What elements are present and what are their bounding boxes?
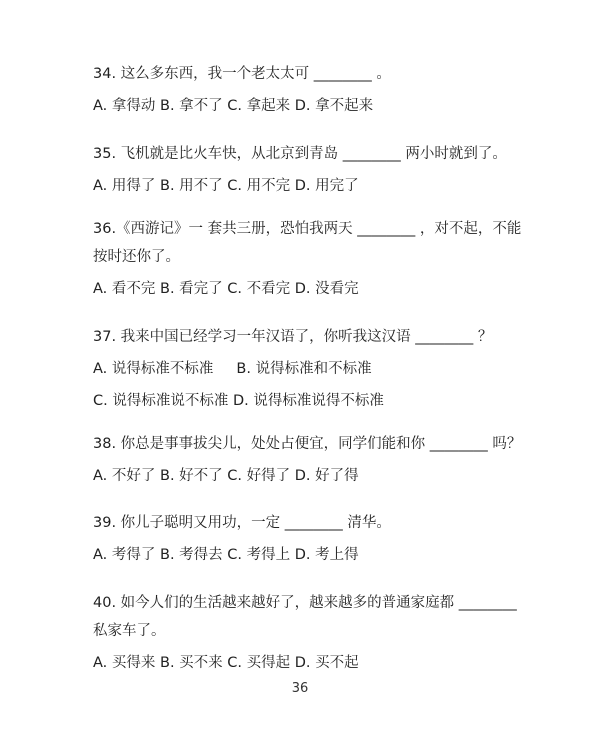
question-stem: 40. 如今人们的生活越来越好了，越来越多的普通家庭都 ________ [93, 595, 517, 611]
question-39 [93, 513, 533, 565]
question-stem: 34. 这么多东西，我一个老太太可 ________ 。 [93, 66, 391, 82]
answer-options: A. 说得标准不标准 B. 说得标准和不标准 [93, 361, 372, 377]
question-stem: 37. 我来中国已经学习一年汉语了，你听我这汉语 ________ ？ [93, 329, 493, 345]
question-40 [93, 593, 533, 673]
answer-options: A. 买得来 B. 买不来 C. 买得起 D. 买不起 [93, 655, 359, 671]
answer-options-continued: C. 说得标准说不标准 D. 说得标准说得不标准 [93, 393, 384, 409]
question-36 [93, 219, 533, 299]
answer-options: A. 看不完 B. 看完了 C. 不看完 D. 没看完 [93, 281, 359, 297]
question-stem: 35. 飞机就是比火车快，从北京到青岛 ________ 两小时就到了。 [93, 146, 507, 162]
question-stem: 36.《西游记》一 套共三册，恐怕我两天 ________ ，对不起，不能 [93, 221, 522, 237]
question-34 [93, 64, 533, 116]
page-number: 36 [291, 681, 309, 696]
answer-options: A. 用得了 B. 用不了 C. 用不完 D. 用完了 [93, 178, 359, 194]
question-35 [93, 144, 533, 196]
question-stem: 38. 你总是事事拔尖儿，处处占便宜，同学们能和你 ________ 吗？ [93, 436, 522, 452]
question-38 [93, 434, 533, 486]
question-37 [93, 327, 533, 411]
answer-options: A. 不好了 B. 好不了 C. 好得了 D. 好了得 [93, 468, 359, 484]
answer-options: A. 拿得动 B. 拿不了 C. 拿起来 D. 拿不起来 [93, 98, 374, 114]
answer-options: A. 考得了 B. 考得去 C. 考得上 D. 考上得 [93, 547, 359, 563]
question-stem-continued: 按时还你了。 [93, 249, 180, 265]
question-stem-continued: 私家车了。 [93, 623, 166, 639]
question-stem: 39. 你儿子聪明又用功，一定 ________ 清华。 [93, 515, 391, 531]
